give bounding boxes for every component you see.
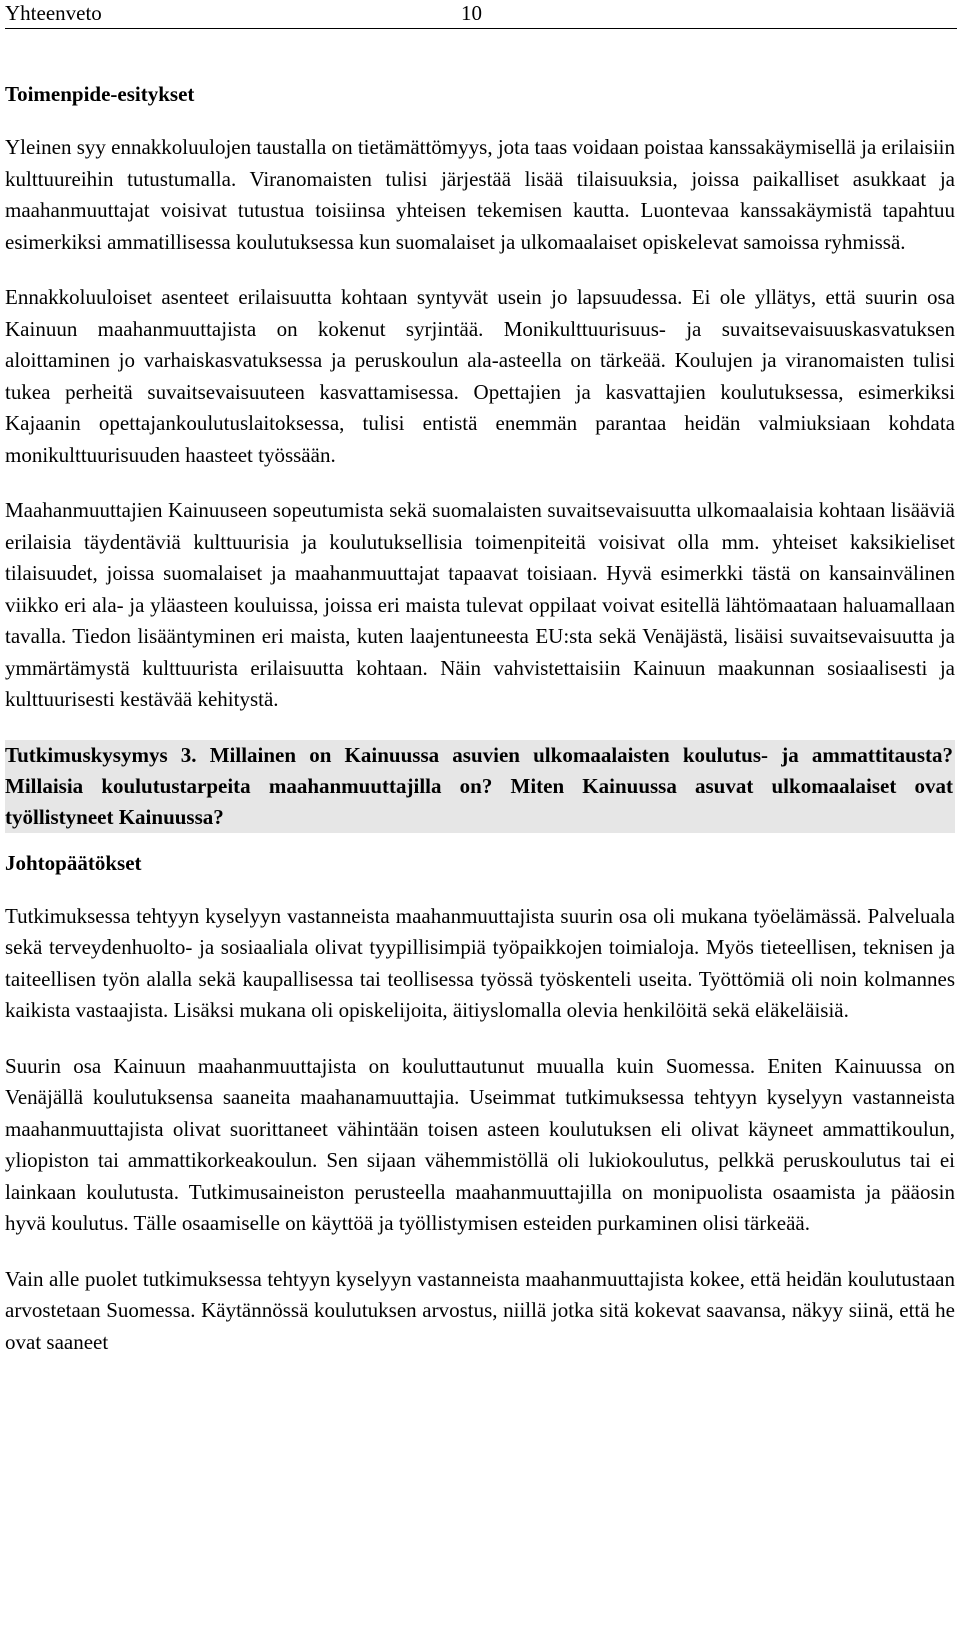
- header-title: Yhteenveto: [5, 1, 102, 25]
- section-heading-toimenpide-esitykset: Toimenpide-esitykset: [5, 82, 195, 106]
- paragraph: Vain alle puolet tutkimuksessa tehtyyn kyselyyn vastanneista maahanmuuttajista kokee, että heidän koulutustaan arvostetaan Suomessa. Käytännössä koulutuksen arvostus, niillä jotka sitä kokevat saavansa, näkyy siinä, että he ovat saaneet: [5, 1266, 955, 1354]
- paragraph: Yleinen syy ennakkoluulojen taustalla on tietämättömyys, jota taas voidaan poistaa kanssakäymisellä ja erilaisiin kulttuureihin tutustumalla. Viranomaisten tulisi järjestää lisää tilaisuuksia, joissa paikalliset asukkaat ja maahanmuuttajat voisivat tutustua toisiinsa yhteisen tekemisen kautta. Luontevaa kanssakäymistä tapahtuu esimerkiksi ammatillisessa koulutuksessa kun suomalaiset ja ulkomaalaiset opiskelevat samoissa ryhmissä.: [5, 135, 956, 254]
- section-heading-johtopaatokset: Johtopäätökset: [5, 850, 142, 875]
- paragraph: Ennakkoluuloiset asenteet erilaisuutta kohtaan syntyvät usein jo lapsuudessa. Ei ole yllätys, että suurin osa Kainuun maahanmuuttajista on kokenut syrjintää. Monikulttuurisuus- ja suvaitsevaisuuskasvatuksen aloittaminen jo varhaiskasvatuksessa ja peruskoulun ala-asteella on tärkeää. Koulujen ja viranomaisten tulisi tukea perheitä suvaitsevaisuuteen kasvattamisessa. Opettajien ja kasvattajien koulutuksessa, esimerkiksi Kajaanin opettajankoulutuslaitoksessa, tulisi entistä enemmän parantaa heidän valmiuksiaan kohdata monikulttuurisuuden haasteet työssään.: [5, 285, 955, 467]
- page-number: 10: [461, 1, 482, 25]
- document-body: [5, 78, 955, 1382]
- research-question-box: Tutkimuskysymys 3. Millainen on Kainuussa asuvien ulkomaalaisten koulutus- ja ammattitausta? Millaisia koulutustarpeita maahanmuuttajilla on? Miten Kainuussa asuvat ulkomaalaiset ovat työllistyneet Kainuussa?: [5, 740, 955, 833]
- paragraph: Maahanmuuttajien Kainuuseen sopeutumista sekä suomalaisten suvaitsevaisuutta ulkomaalaisia kohtaan lisääviä erilaisia täydentäviä kulttuurisia ja koulutuksellisia toimenpiteitä voisivat olla mm. yhteiset kaksikieliset tilaisuudet, joissa suomalaiset ja maahanmuuttajat tapaavat toisiaan. Hyvä esimerkki tästä on kansainvälinen viikko eri ala- ja yläasteen kouluissa, joissa eri maista tulevat oppilaat voivat esitellä lähtömaataan haluamallaan tavalla. Tiedon lisääntyminen eri maista, kuten laajentuneesta EU:sta sekä Venäjästä, lisäisi suvaitsevaisuutta ja ymmärtämystä kulttuurista erilaisuutta kohtaan. Näin vahvistettaisiin Kainuun maakunnan sosiaalisesti ja kulttuurisesti kestävää kehitystä.: [5, 498, 955, 711]
- running-header: [5, 0, 957, 29]
- paragraph: Tutkimuksessa tehtyyn kyselyyn vastanneista maahanmuuttajista suurin osa oli mukana työelämässä. Palveluala sekä terveydenhuolto- ja sosiaaliala olivat tyypillisimpiä työpaikkojen toimialoja. Myös tieteellisen, teknisen ja taiteellisen työn alalla sekä kaupallisessa tai teollisessa työssä työskenteli useita. Työttömiä oli noin kolmannes kaikista vastaajista. Lisäksi mukana oli opiskelijoita, äitiyslomalla olevia henkilöitä sekä eläkeläisiä.: [5, 903, 955, 1022]
- paragraph: Suurin osa Kainuun maahanmuuttajista on kouluttautunut muualla kuin Suomessa. Eniten Kainuussa on Venäjällä koulutuksensa saaneita maahanamuuttajia. Useimmat tutkimuksessa tehtyyn kyselyyn vastanneista maahanmuuttajista olivat suorittaneet vähintään toisen asteen koulutuksen eli olivat käyneet ammattikoulun, yliopiston tai ammattikorkeakoulun. Sen sijaan vähemmistöllä oli lukiokoulutus, pelkkä peruskoulutus tai ei lainkaan koulutusta. Tutkimusaineiston perusteella maahanmuuttajilla on monipuolista osaamista ja pääosin hyvä koulutus. Tälle osaamiselle on käyttöä ja työllistymisen esteiden purkaminen olisi tärkeää.: [5, 1053, 955, 1235]
